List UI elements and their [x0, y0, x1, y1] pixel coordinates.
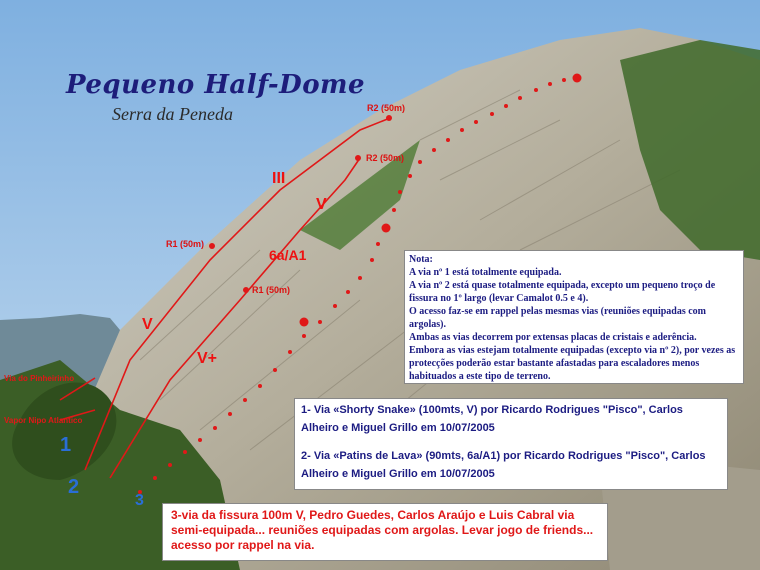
- note-heading: Nota:: [409, 254, 433, 265]
- route-number-3: 3: [135, 492, 144, 509]
- route-3-dot: [392, 208, 396, 212]
- left-label-pinheirinho: Via do Pinheirinho: [4, 374, 75, 383]
- note-line: Ambas as vias decorrem por extensas placas de cristais e aderência.: [409, 332, 697, 343]
- route-3-dot: [198, 438, 202, 442]
- belay-label-r1-right: R1 (50m): [252, 285, 291, 295]
- route-3-belay-marker: [382, 224, 391, 233]
- route-number-2: 2: [68, 476, 80, 498]
- route-3-dot: [460, 128, 464, 132]
- route-3-dot: [243, 398, 247, 402]
- route-3-dot: [302, 334, 306, 338]
- belay-point: [355, 155, 361, 161]
- route-3-dot: [168, 463, 172, 467]
- route-3-dot: [504, 104, 508, 108]
- route-3-dot: [273, 368, 277, 372]
- route-3-dot: [474, 120, 478, 124]
- note-box: [404, 250, 744, 384]
- note-line: Embora as vias estejam totalmente equipadas (excepto via nº 2), por vezes as protecções poderão estar bastante afastadas para escaladores menos habituados a este tipo de terreno.: [409, 345, 736, 382]
- route-3-dot: [258, 384, 262, 388]
- route-3-mid-marker: [300, 318, 309, 327]
- route-3-dot: [318, 320, 322, 324]
- grade-label-v-upper: V: [316, 196, 327, 213]
- belay-label-r1-left: R1 (50m): [166, 239, 205, 249]
- grade-label-6a: 6a/A1: [269, 247, 307, 263]
- image-title: Pequeno Half-Dome: [66, 70, 366, 100]
- route-3-dot: [376, 242, 380, 246]
- route-3-dot: [398, 190, 402, 194]
- route-3-dot: [213, 426, 217, 430]
- route-number-1: 1: [60, 434, 72, 456]
- note-line: A via nº 2 está quase totalmente equipada, excepto um pequeno troço de fissura no 1º largo (levar Camalot 0.5 e 4).: [409, 280, 716, 304]
- route-3-dot: [548, 82, 552, 86]
- route-2-description: 2- Via «Patins de Lava» (90mts, 6a/A1) por Ricardo Rodrigues "Pisco", Carlos Alheiro e Miguel Grillo em 10/07/2005: [301, 450, 706, 480]
- route-3-dot: [346, 290, 350, 294]
- route-3-dot: [228, 412, 232, 416]
- grade-label-v-left: V: [142, 316, 153, 333]
- route-3-dot: [562, 78, 566, 82]
- route-3-dot: [370, 258, 374, 262]
- route-3-dot: [408, 174, 412, 178]
- route-3-dot: [358, 276, 362, 280]
- route-3-dot: [446, 138, 450, 142]
- route-3-dot: [534, 88, 538, 92]
- route-3-dot: [518, 96, 522, 100]
- route-3-dot: [432, 148, 436, 152]
- route-3-dot: [183, 450, 187, 454]
- route-3-dot: [418, 160, 422, 164]
- route-3-dot: [153, 476, 157, 480]
- belay-point: [243, 287, 249, 293]
- routes-box: [294, 398, 728, 490]
- left-label-other-route: Vapor Nipo Atlantico: [4, 416, 83, 425]
- route-3-end-marker: [573, 74, 582, 83]
- route-3-dot: [333, 304, 337, 308]
- route-3-description: 3-via da fissura 100m V, Pedro Guedes, Carlos Araújo e Luis Cabral via semi-equipada... reuniões equipadas com argolas. Levar jogo de friends... acesso por rappel na via.: [162, 503, 608, 561]
- grade-label-iii: III: [272, 170, 286, 187]
- grade-label-v-plus: V+: [197, 350, 218, 367]
- belay-label-r2-lower: R2 (50m): [366, 153, 405, 163]
- route-3-dot: [288, 350, 292, 354]
- route-1-description: 1- Via «Shorty Snake» (100mts, V) por Ricardo Rodrigues "Pisco", Carlos Alheiro e Miguel Grillo em 10/07/2005: [301, 404, 683, 434]
- belay-point: [209, 243, 215, 249]
- belay-label-r2-top: R2 (50m): [367, 103, 406, 113]
- belay-point: [386, 115, 392, 121]
- image-subtitle: Serra da Peneda: [112, 104, 233, 124]
- note-line: A via nº 1 está totalmente equipada.: [409, 267, 562, 278]
- route-3-dot: [490, 112, 494, 116]
- note-line: O acesso faz-se em rappel pelas mesmas vias (reuniões equipadas com argolas).: [409, 306, 707, 330]
